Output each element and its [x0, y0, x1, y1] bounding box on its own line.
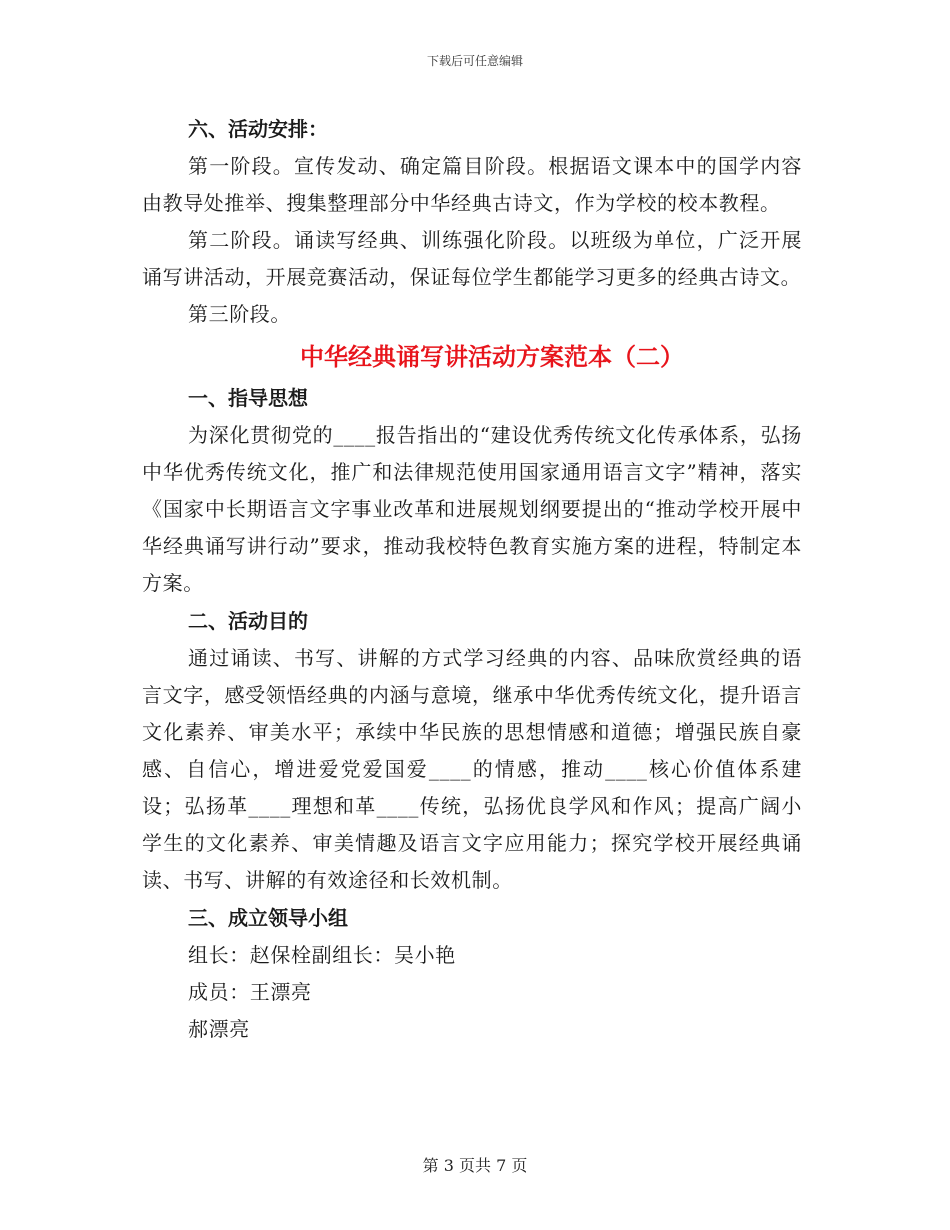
section-two-paragraph: 通过诵读、书写、讲解的方式学习经典的内容、品味欣赏经典的语言文字，感受领悟经典的内涵与意境，继承中华优秀传统文化，提升语言文化素养、审美水平；承续中华民族的思想情感和道德；增强民族自豪感、自信心，增进爱党爱国爱____的情感，推动____核心价值体系建设；弘扬革____理想和革____传统，弘扬优良学风和作风；提高广阔小学生的文化素养、审美情趣及语言文字应用能力；探究学校开展经典诵读、书写、讲解的有效途径和长效机制。: [142, 646, 802, 892]
page-footer: 第 3 页共 7 页: [422, 1156, 528, 1175]
section-one-heading: 一、指导思想: [188, 386, 308, 410]
document-body: [142, 111, 802, 1048]
section-six-heading: 六、活动安排：: [188, 117, 328, 141]
section-three-heading: 三、成立领导小组: [188, 906, 348, 930]
page-header: 下载后可任意编辑: [426, 54, 523, 68]
leader-line: 组长：赵保栓副组长：吴小艳: [188, 943, 456, 967]
section-six-paragraph-1: 第一阶段。宣传发动、确定篇目阶段。根据语文课本中的国学内容由教导处推举、搜集整理部分中华经典古诗文，作为学校的校本教程。: [142, 154, 802, 215]
document-title: 中华经典诵写讲活动方案范本（二）: [300, 342, 684, 371]
section-two-heading: 二、活动目的: [188, 609, 308, 633]
section-six-paragraph-2: 第二阶段。诵读写经典、训练强化阶段。以班级为单位，广泛开展诵写讲活动，开展竞赛活动，保证每位学生都能学习更多的经典古诗文。: [142, 228, 802, 289]
section-one-paragraph: 为深化贯彻党的____报告指出的“建设优秀传统文化传承体系，弘扬中华优秀传统文化，推广和法律规范使用国家通用语言文字”精神，落实《国家中长期语言文字事业改革和进展规划纲要提出的“推动学校开展中华经典诵写讲行动”要求，推动我校特色教育实施方案的进程，特制定本方案。: [142, 423, 802, 595]
member-line: 成员：王漂亮: [188, 980, 312, 1004]
section-six-paragraph-3: 第三阶段。: [188, 302, 291, 326]
member-line-2: 郝漂亮: [188, 1017, 250, 1041]
